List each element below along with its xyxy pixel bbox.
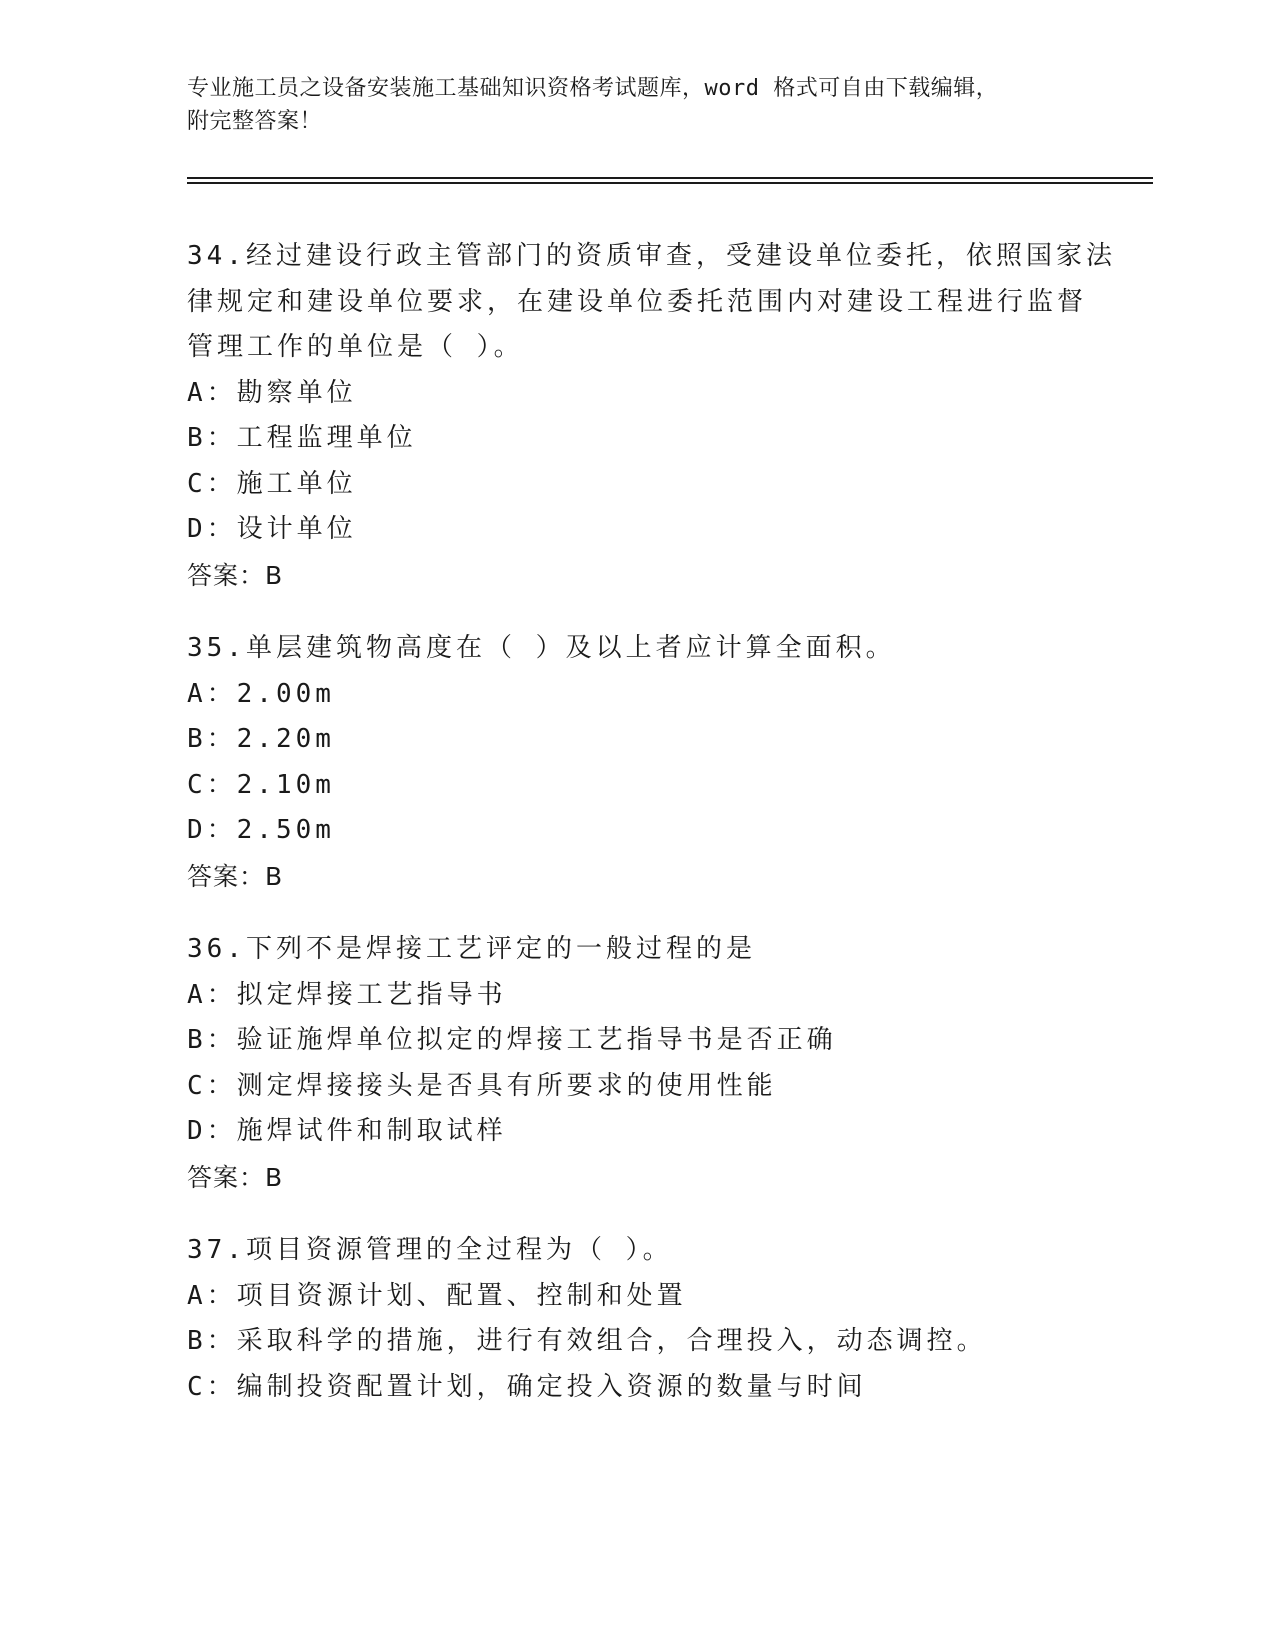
question-35 (187, 626, 1087, 899)
option-d: D：施焊试件和制取试样 (187, 1116, 507, 1146)
answer: 答案：B (187, 560, 284, 590)
question-text: 35.单层建筑物高度在（ ）及以上者应计算全面积。 (187, 633, 896, 663)
option-a: A：项目资源计划、配置、控制和处置 (187, 1280, 687, 1311)
option-a: A：勘察单位 (187, 377, 357, 408)
option-a: A：2.00m (187, 678, 335, 709)
option-b: B：2.20m (187, 724, 335, 754)
option-c: C：编制投资配置计划，确定投入资源的数量与时间 (187, 1371, 867, 1402)
option-d: D：2.50m (187, 815, 335, 845)
header-rule-bottom (187, 182, 1153, 184)
option-b: B：验证施焊单位拟定的焊接工艺指导书是否正确 (187, 1025, 837, 1055)
header-rule-top (187, 177, 1153, 179)
question-text: 律规定和建设单位要求，在建设单位委托范围内对建设工程进行监督 (187, 286, 1088, 317)
question-text: 36.下列不是焊接工艺评定的一般过程的是 (187, 934, 756, 964)
document-header (187, 72, 1087, 138)
option-b: B：工程监理单位 (187, 423, 417, 453)
header-line-1: 专业施工员之设备安装施工基础知识资格考试题库，word 格式可自由下载编辑， (187, 76, 999, 101)
option-c: C：2.10m (187, 769, 335, 800)
question-text: 37.项目资源管理的全过程为（ ）。 (187, 1235, 673, 1265)
answer: 答案：B (187, 861, 284, 891)
option-c: C：施工单位 (187, 468, 357, 499)
question-34 (187, 234, 1116, 598)
question-36 (187, 927, 1087, 1200)
option-d: D：设计单位 (187, 514, 357, 544)
answer: 答案：B (187, 1162, 284, 1192)
question-text: 34.经过建设行政主管部门的资质审查，受建设单位委托，依照国家法 (187, 241, 1116, 271)
question-list (187, 234, 1116, 1438)
question-text: 管理工作的单位是（ ）。 (187, 332, 524, 362)
option-c: C：测定焊接接头是否具有所要求的使用性能 (187, 1070, 777, 1101)
option-a: A：拟定焊接工艺指导书 (187, 979, 507, 1010)
header-line-2: 附完整答案！ (187, 109, 323, 134)
option-b: B：采取科学的措施，进行有效组合，合理投入，动态调控。 (187, 1326, 987, 1356)
question-37 (187, 1228, 1087, 1410)
